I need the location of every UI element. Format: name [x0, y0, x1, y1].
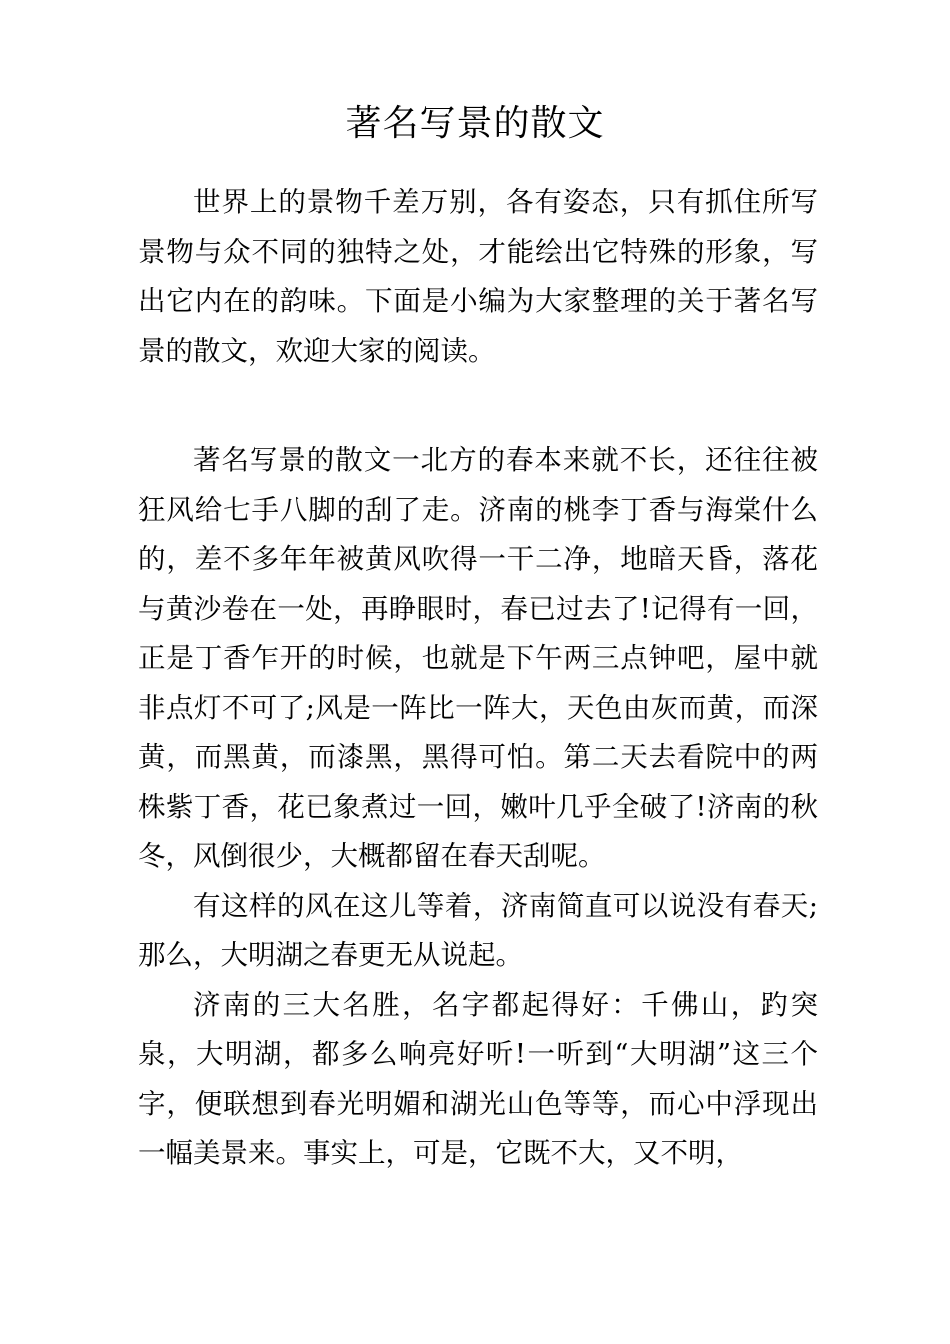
paragraph-gap [138, 376, 818, 436]
document-body [138, 178, 818, 1179]
body-paragraph: 著名写景的散文一北方的春本来就不长，还往往被狂风给七手八脚的刮了走。济南的桃李丁香与海棠什么的，差不多年年被黄风吹得一干二净，地暗天昏，落花与黄沙卷在一处，再睁眼时，春已过去了!记得有一回，正是丁香乍开的时候，也就是下午两三点钟吧，屋中就非点灯不可了;风是一阵比一阵大，天色由灰而黄，而深黄，而黑黄，而漆黑，黑得可怕。第二天去看院中的两株紫丁香，花已象煮过一回，嫩叶几乎全破了!济南的秋冬，风倒很少，大概都留在春天刮呢。 [138, 444, 818, 872]
body-paragraph: 济南的三大名胜，名字都起得好：千佛山，趵突泉，大明湖，都多么响亮好听!一听到“大明湖”这三个字，便联想到春光明媚和湖光山色等等，而心中浮现出一幅美景来。事实上，可是，它既不大，又不明， [138, 988, 818, 1169]
document-title: 著名写景的散文 [345, 103, 605, 144]
body-paragraph: 有这样的风在这儿等着，济南简直可以说没有春天;那么，大明湖之春更无从说起。 [138, 889, 818, 971]
intro-paragraph: 世界上的景物千差万别，各有姿态，只有抓住所写景物与众不同的独特之处，才能绘出它特殊的形象，写出它内在的韵味。下面是小编为大家整理的关于著名写景的散文，欢迎大家的阅读。 [138, 186, 818, 367]
